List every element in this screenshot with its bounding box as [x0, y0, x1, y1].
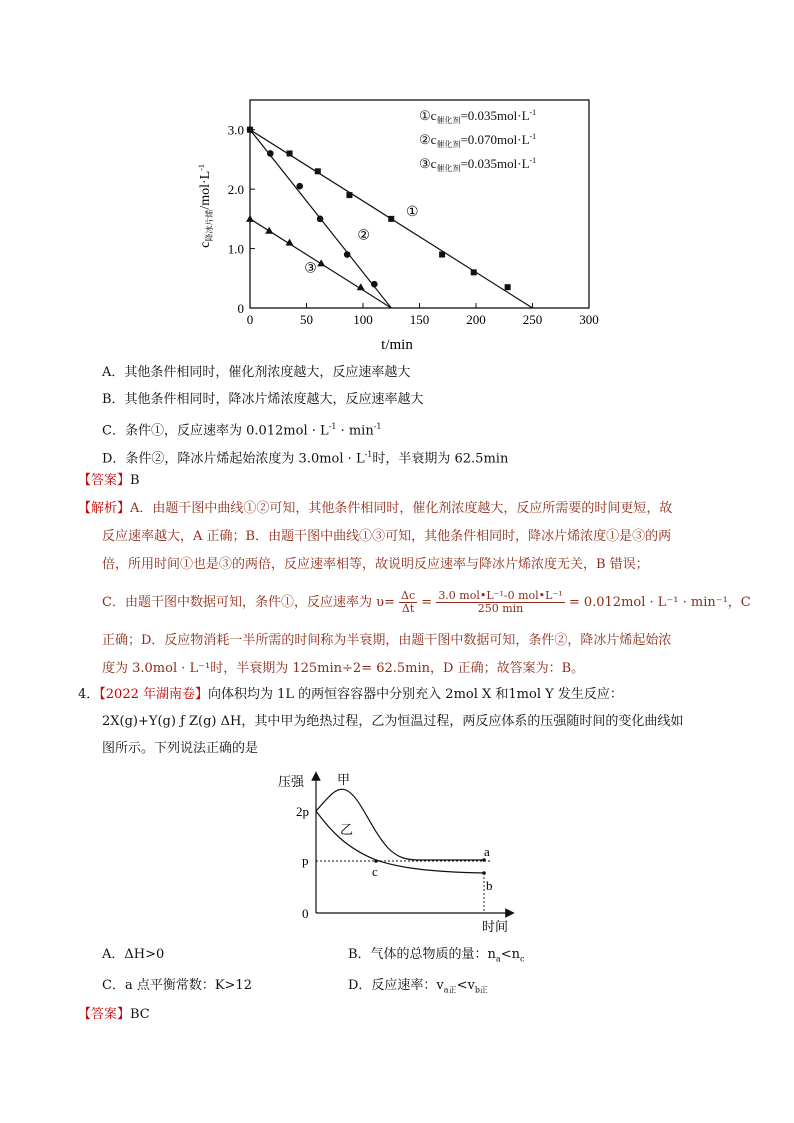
pressure-time-chart — [270, 768, 530, 938]
y-axis-title: 压强 — [278, 774, 305, 789]
x-tick-label: 200 — [466, 312, 486, 327]
decay-chart — [195, 90, 615, 352]
q4-stem-1: 4．【2022 年湖南卷】向体积均为 1L 的两恒容容器中分别充入 2mol X 和1mol Y 发生反应： — [78, 687, 623, 702]
y-tick-label: 2.0 — [227, 182, 244, 198]
q4-option-b: B．气体的总物质的量：$n_a<n_c$ — [348, 947, 525, 964]
q4-stem-2: 2X(g)+Y(g) ƒ Z(g) ΔH，其中甲为绝热过程，乙为恒温过程，两反应体系的压强随时间的变化曲线如 — [102, 714, 684, 729]
q3-option-d: D．条件②，降冰片烯起始浓度为 $3.0mol \cdot L^{-1}$时，半衰期为 62.5min — [102, 450, 509, 467]
x-tick-label: 250 — [522, 312, 543, 327]
data-point-series-1 — [346, 192, 352, 198]
label-c: c — [372, 864, 378, 879]
q3-analysis-4: C．由题干图中数据可知，条件①，反应速率为 υ= $\frac{\Delta c}{\Delta t}$ = $\frac{\text{3.0 mol•L⁻¹-0 mol•L⁻¹}}{250 \min}$ = 0.012mol · L⁻¹ · min⁻¹，C — [102, 589, 751, 615]
q3-analysis-2: 反应速率越大，A 正确；B．由题干图中曲线①③可知，其他条件相同时，降冰片烯浓度①是③的两 — [102, 529, 672, 544]
x-tick-label: 100 — [353, 312, 373, 327]
x-axis-title: 时间 — [482, 919, 509, 934]
data-point-series-1 — [388, 216, 394, 222]
tick-2p: 2p — [296, 804, 309, 819]
q3-option-a: A．其他条件相同时，催化剂浓度越大，反应速率越大 — [102, 365, 411, 380]
fraction-dc-dt: $\frac{\Delta c}{\Delta t}$ — [401, 589, 416, 615]
q3-analysis-6: 度为 3.0mol · L⁻¹时，半衰期为 125min÷2= 62.5min，D 正确；故答案为：B。 — [102, 661, 585, 676]
data-point-series-2 — [247, 126, 254, 133]
x-tick-label: 150 — [409, 312, 430, 327]
data-point-series-2 — [371, 281, 378, 288]
y-axis-title: $c_{降冰片烯}/mol\cdot L^{-1}$ — [197, 164, 214, 248]
tick-0: 0 — [302, 906, 309, 921]
data-point-series-1 — [315, 168, 321, 174]
x-tick-label: 300 — [579, 312, 599, 327]
data-point-series-1 — [439, 252, 445, 258]
data-point-series-3 — [265, 227, 273, 234]
data-point-series-2 — [296, 183, 303, 190]
q3-analysis-3: 倍，所用时间①也是③的两倍，反应速率相等，故说明反应速率与降冰片烯浓度无关，B 错误； — [102, 557, 649, 572]
x-tick-label: 0 — [246, 312, 254, 327]
tick-p: p — [302, 853, 309, 868]
x-tick-label: 50 — [300, 312, 313, 327]
curve-label-3: ③ — [304, 261, 317, 277]
label-a: a — [484, 844, 490, 859]
q3-analysis-5: 正确；D．反应物消耗一半所需的时间称为半衰期，由题干图中数据可知，条件②，降冰片烯起始浓 — [102, 633, 672, 648]
q3-option-b: B．其他条件相同时，降冰片烯浓度越大，反应速率越大 — [102, 392, 424, 407]
data-point-series-3 — [317, 259, 325, 266]
data-point-series-3 — [246, 215, 254, 222]
point-b — [482, 871, 486, 875]
q3-analysis-1: 【解析】A．由题干图中曲线①②可知，其他条件相同时，催化剂浓度越大，反应所需要的时间更短，故 — [78, 501, 673, 516]
q4-option-d: D．反应速率：$v_{a正}<v_{b正}$ — [348, 978, 488, 995]
q4-stem-3: 图所示。下列说法正确的是 — [102, 741, 259, 756]
curve-label-2: ② — [357, 228, 370, 244]
chart-legend — [419, 108, 536, 173]
data-point-series-1 — [471, 269, 477, 275]
y-tick-label: 3.0 — [227, 122, 244, 138]
legend-item-1: $①c_{催化剂}=0.035mol\cdot L^{-1}$ — [419, 108, 537, 125]
y-tick-label: 0 — [237, 301, 244, 316]
fraction-rate: $\frac{\text{3.0 mol•L⁻¹-0 mol•L⁻¹}}{250 \min}$ — [438, 589, 563, 615]
q4-answer: 【答案】BC — [78, 1007, 150, 1022]
curve-label-1: ① — [405, 204, 419, 220]
curve-label-jia: 甲 — [337, 772, 351, 787]
data-point-series-1 — [287, 150, 293, 156]
point-c — [374, 859, 378, 863]
q4-option-c: C．a 点平衡常数：K>12 — [102, 978, 252, 993]
y-tick-label: 1.0 — [227, 241, 244, 257]
data-point-series-2 — [267, 150, 274, 157]
data-point-series-2 — [344, 251, 351, 258]
x-axis-title: t/min — [381, 337, 413, 352]
label-b: b — [486, 878, 493, 893]
q3-option-c: C．条件①，反应速率为 $0.012mol \cdot L^{-1} \cdot \min^{-1}$ — [102, 422, 382, 439]
q3-answer: 【答案】B — [78, 473, 140, 488]
legend-item-2: $②c_{催化剂}=0.070mol\cdot L^{-1}$ — [419, 132, 537, 149]
q4-option-a: A．ΔH>0 — [102, 947, 165, 962]
data-point-series-1 — [505, 284, 511, 290]
curve-yi — [316, 811, 484, 873]
data-point-series-2 — [317, 216, 324, 223]
legend-item-3: $③c_{催化剂}=0.035mol\cdot L^{-1}$ — [419, 156, 537, 173]
curve-label-yi: 乙 — [340, 822, 354, 837]
